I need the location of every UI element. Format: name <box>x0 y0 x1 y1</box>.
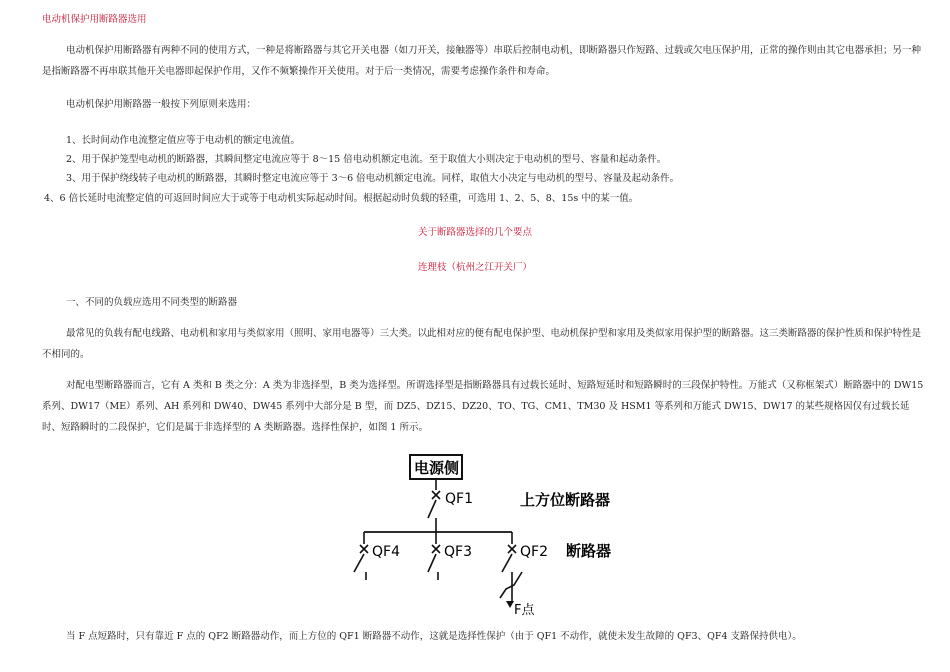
power-source-label: 电源侧 <box>414 459 460 477</box>
page-title: 电动机保护用断路器选用 <box>42 14 147 25</box>
qf2-switch-blade <box>502 554 512 572</box>
upper-breaker-label: 上方位断路器 <box>520 491 611 509</box>
principle-heading: 电动机保护用断路器一般按下列原则来选用： <box>66 99 257 110</box>
article-author: 连理枝（杭州之江开关厂） <box>417 262 532 273</box>
principle-item-2: 2、用于保护笼型电动机的断路器，其瞬间整定电流应等于 8～15 倍电动机额定电流。至于取值大小则决定于电动机的型号、容量和起动条件。 <box>66 154 667 165</box>
fault-arrowhead <box>506 601 514 608</box>
principle-item-3: 3、用于保护绕线转子电动机的断路器，其瞬时整定电流应等于 3～6 倍电动机额定电流。同样，取值大小决定与电动机的型号、容量及起动条件。 <box>66 173 680 184</box>
selective-protection-diagram <box>0 448 950 628</box>
principle-item-4: 4、6 倍长延时电流整定值的可返回时间应大于或等于电动机实际起动时间。根据起动时负载的轻重，可选用 1、2、5、8、15s 中的某一值。 <box>44 193 639 204</box>
qf2-label: QF2 <box>520 544 548 560</box>
section-paragraph-distribution: 对配电型断路器而言，它有 A 类和 B 类之分：A 类为非选择型，B 类为选择型。所谓选择型是指断路器具有过载长延时、短路短延时和短路瞬时的三段保护特性。万能式（又称框架式）断路器中的 DW15 系列、DW17（ME）系列、AH 系列和 DW40、DW45 系列中大部分是 B 型，而 DZ5、DZ15、DZ20、TO、TG、CM1、TM30 及 HSM1 等系列和万能式 DW15、DW17 的某些规格因仅有过载长延时、短路瞬时的二段保护，它们是属于非选择型的 A 类断路器。选择性保护，如图 1 所示。 <box>42 380 924 433</box>
qf1-label: QF1 <box>445 491 473 507</box>
section-paragraph-loads: 最常见的负载有配电线路、电动机和家用与类似家用（照明、家用电器等）三大类。以此相对应的便有配电保护型、电动机保护型和家用及类似家用保护型的断路器。这三类断路器的保护性质和保护特性是不相同的。 <box>42 328 922 360</box>
qf4-label: QF4 <box>372 544 400 560</box>
qf4-switch-blade <box>354 554 364 572</box>
article-title: 关于断路器选择的几个要点 <box>417 227 532 238</box>
intro-paragraph: 电动机保护用断路器有两种不同的使用方式，一种是将断路器与其它开关电器（如刀开关，接触器等）串联后控制电动机，即断路器只作短路、过载或欠电压保护用，正常的操作则由其它电器承担；另一种是指断路器不再串联其他开关电器即起保护作用，又作不频繁操作开关使用。对于后一类情况，需要考虑操作条件和寿命。 <box>42 45 922 77</box>
fault-lightning-mark <box>500 572 522 598</box>
qf3-switch-blade <box>428 554 436 572</box>
qf1-switch-blade <box>428 500 436 518</box>
conclusion-paragraph: 当 F 点短路时，只有靠近 F 点的 QF2 断路器动作，而上方位的 QF1 断路器不动作，这就是选择性保护（由于 QF1 不动作，就使未发生故障的 QF3、QF4 支路保持供电）。 <box>66 631 802 642</box>
qf3-label: QF3 <box>444 544 472 560</box>
section-heading: 一、不同的负载应选用不同类型的断路器 <box>66 297 238 308</box>
fault-point-label: F点 <box>514 603 535 618</box>
principle-item-1: 1、长时间动作电流整定值应等于电动机的额定电流值。 <box>66 135 301 146</box>
breaker-label: 断路器 <box>566 542 612 560</box>
